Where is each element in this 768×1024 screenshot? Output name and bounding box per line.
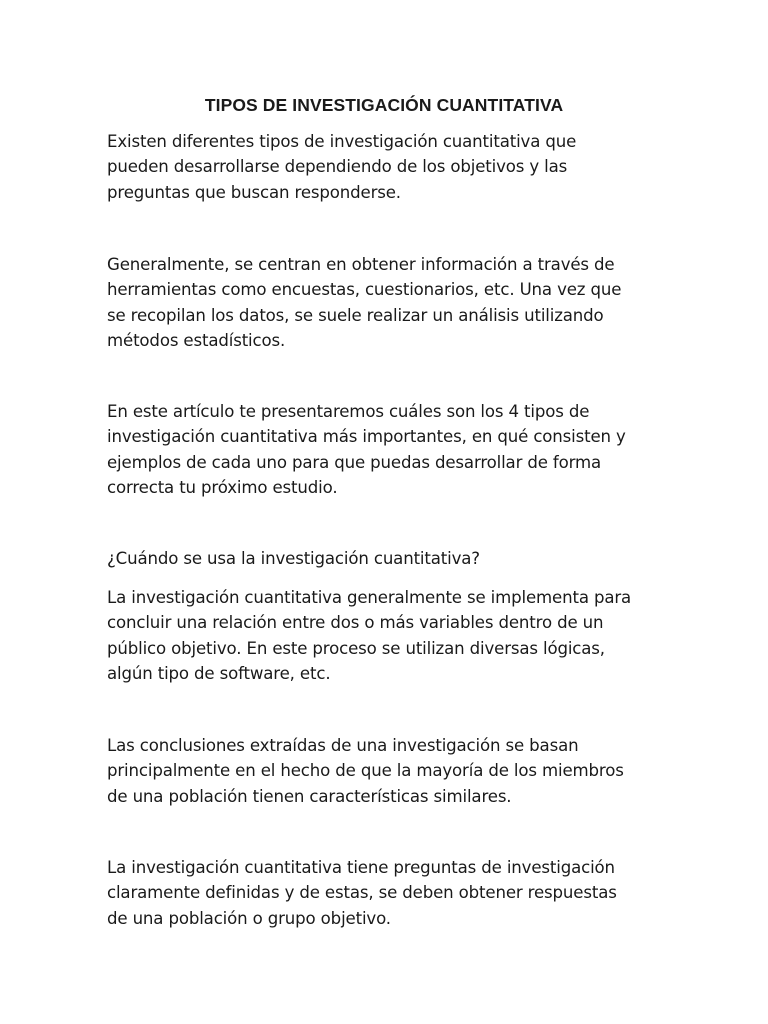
paragraph-article-scope: En este artículo te presentaremos cuáles son los 4 tipos de investigación cuantitativa más importantes, en qué consisten y ejemplos de cada uno para que puedas desarrollar de forma correcta tu próximo estudio. — [107, 402, 626, 497]
paragraph-implementation: La investigación cuantitativa generalmente se implementa para concluir una relación entre dos o más variables dentro de un público objetivo. En este proceso se utilizan diversas lógicas, algún tipo de software, etc. — [107, 588, 632, 683]
paragraph-intro: Existen diferentes tipos de investigación cuantitativa que pueden desarrollarse dependiendo de los objetivos y las preguntas que buscan responderse. — [107, 132, 577, 202]
paragraph-conclusions: Las conclusiones extraídas de una investigación se basan principalmente en el hecho de que la mayoría de los miembros de una población tienen características similares. — [107, 736, 624, 806]
paragraph-research-questions: La investigación cuantitativa tiene preguntas de investigación claramente definidas y de estas, se deben obtener respuestas de una población o grupo objetivo. — [107, 858, 617, 928]
paragraph-methods: Generalmente, se centran en obtener información a través de herramientas como encuestas, cuestionarios, etc. Una vez que se recopilan los datos, se suele realizar un análisis utilizando métodos estadísticos. — [107, 255, 622, 350]
section-heading-when-used: ¿Cuándo se usa la investigación cuantitativa? — [107, 549, 480, 568]
document-title: TIPOS DE INVESTIGACIÓN CUANTITATIVA — [204, 95, 564, 115]
